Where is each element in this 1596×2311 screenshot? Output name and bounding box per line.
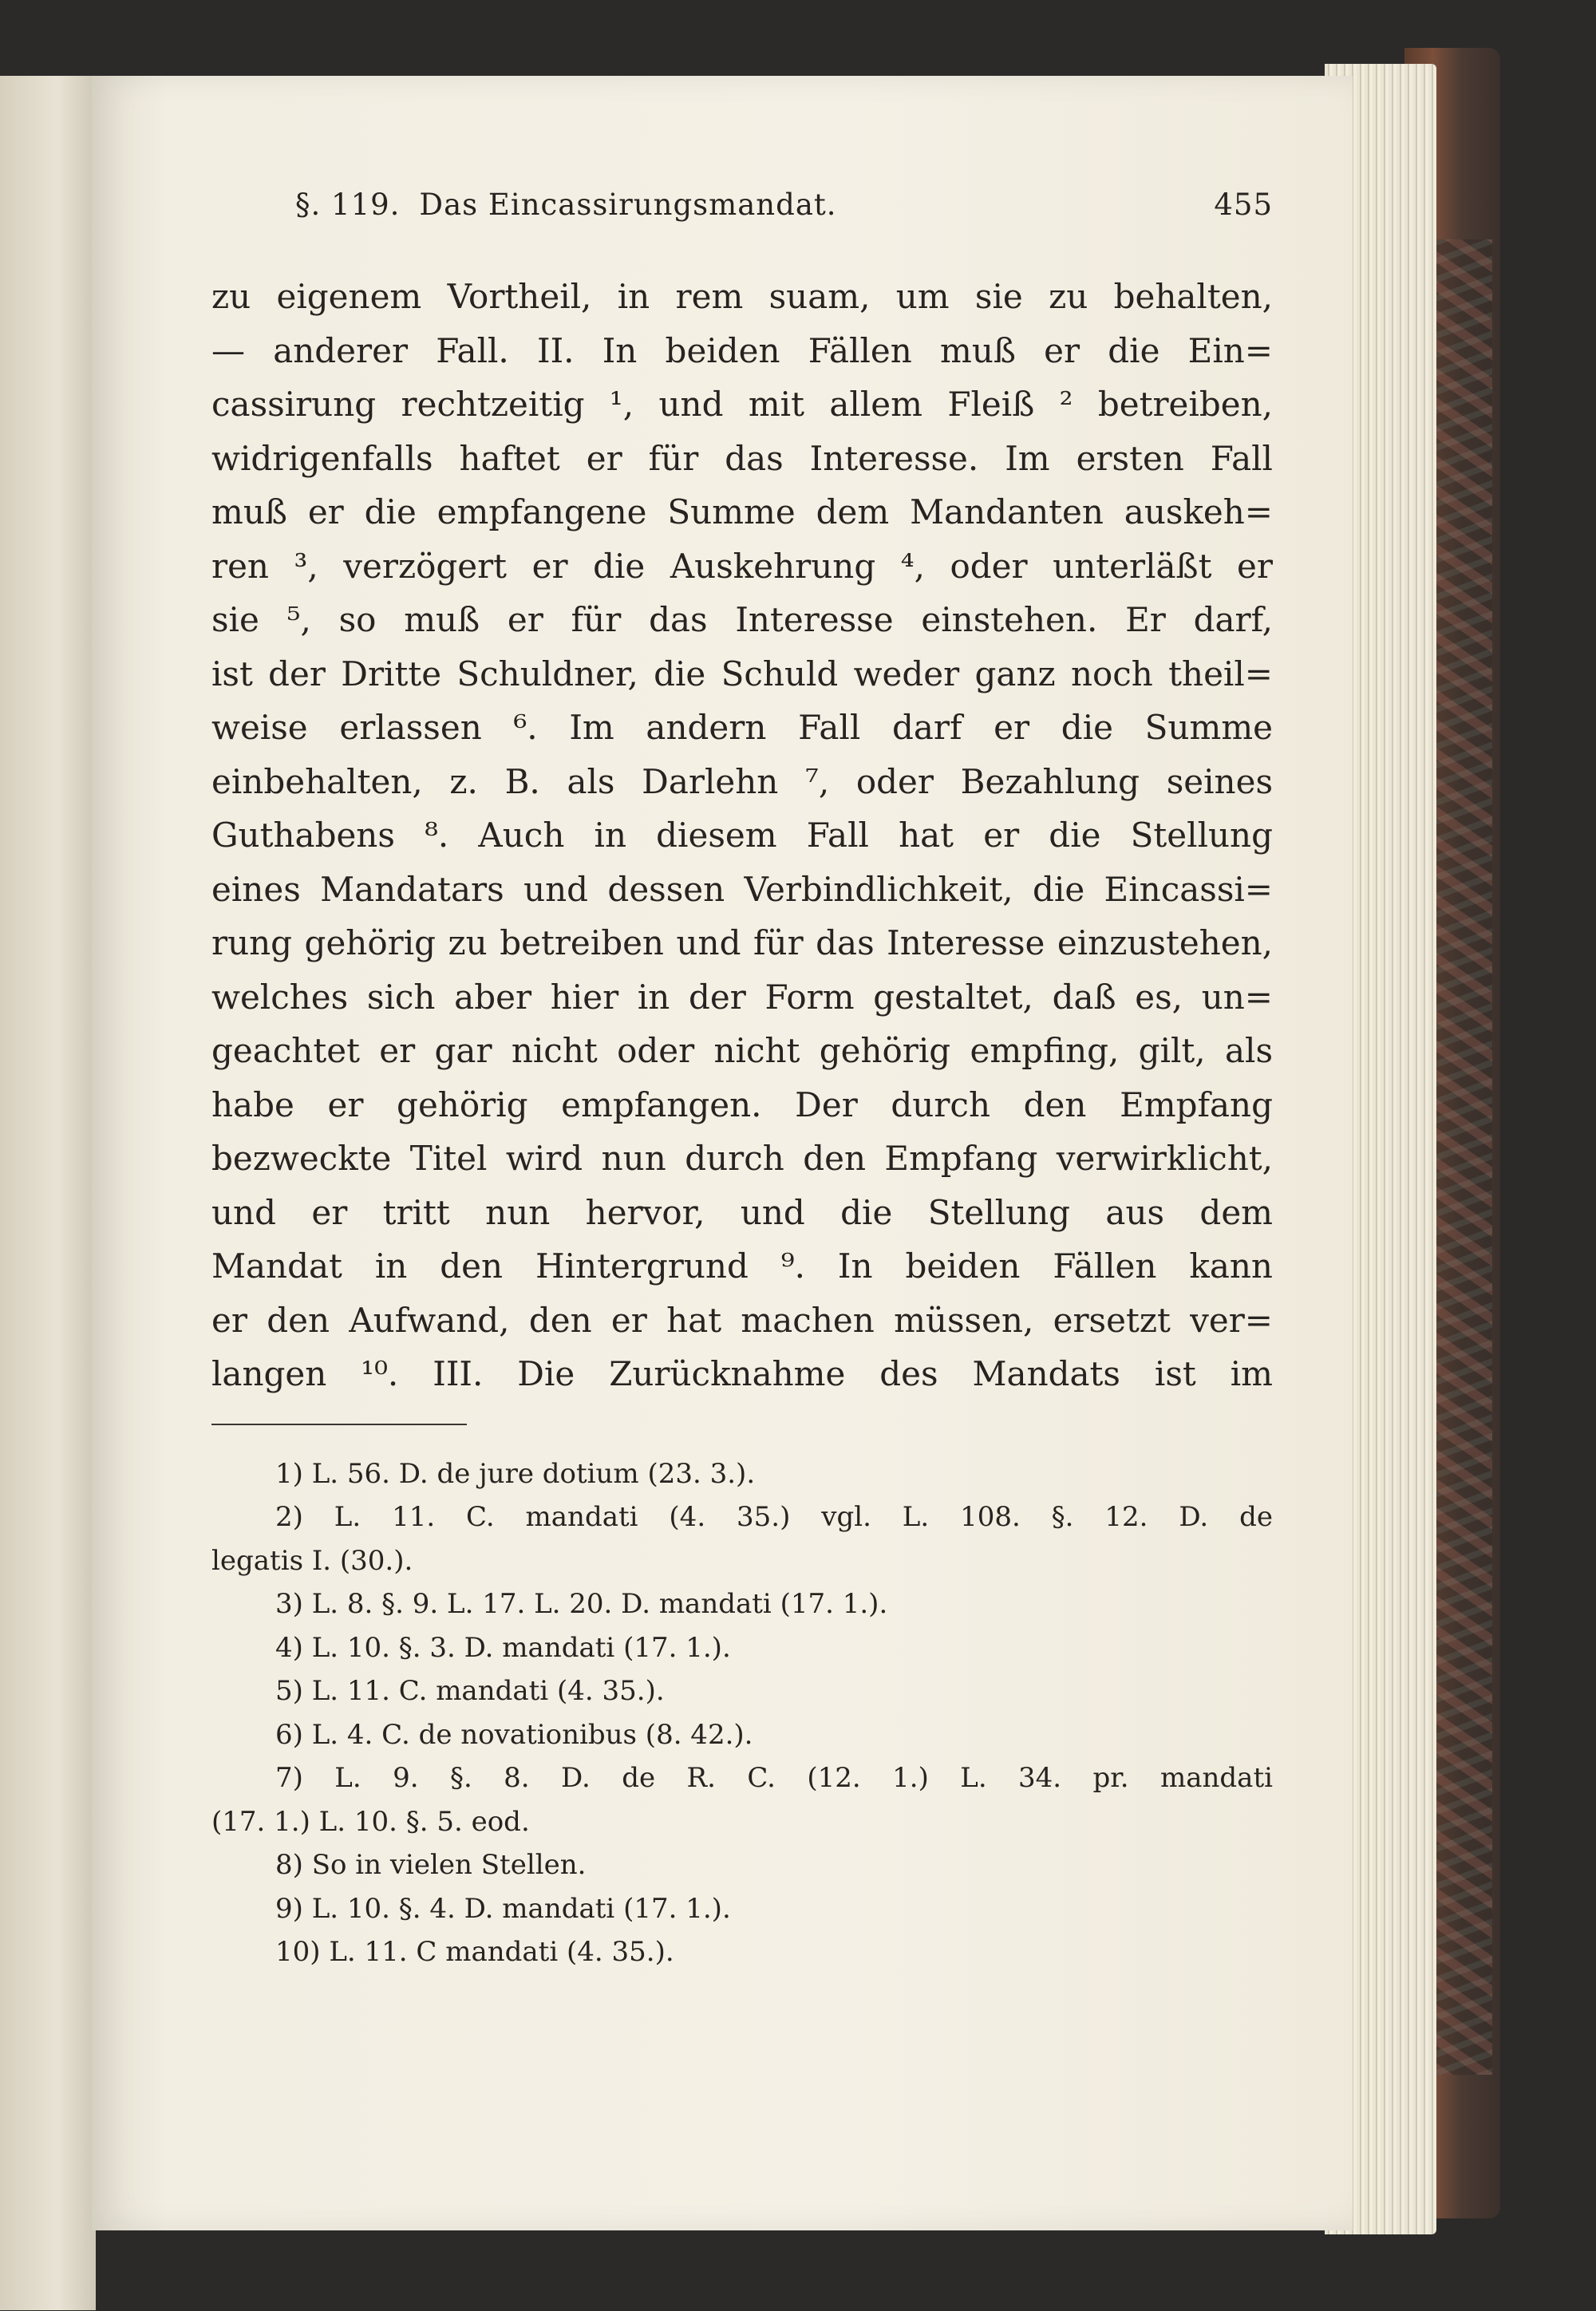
footnote: 2) L. 11. C. mandati (4. 35.) vgl. L. 108. §. 12. D. de: [275, 1501, 1273, 1533]
text-line: zu eigenem Vortheil, in rem suam, um sie zu behalten,: [211, 277, 1273, 316]
footnote: 5) L. 11. C. mandati (4. 35.).: [275, 1675, 665, 1707]
text-line: Guthabens ⁸. Auch in diesem Fall hat er die Stellung: [211, 816, 1273, 855]
footnote: 9) L. 10. §. 4. D. mandati (17. 1.).: [275, 1892, 731, 1925]
text-line: bezweckte Titel wird nun durch den Empfang verwirklicht,: [211, 1139, 1273, 1178]
footnote: 7) L. 9. §. 8. D. de R. C. (12. 1.) L. 34. pr. mandati: [275, 1762, 1273, 1794]
body-text: [211, 270, 1273, 1401]
footnote: 3) L. 8. §. 9. L. 17. L. 20. D. mandati (17. 1.).: [275, 1588, 888, 1620]
text-line: muß er die empfangene Summe dem Mandanten auskeh=: [211, 492, 1273, 531]
book-page: [92, 76, 1353, 2230]
text-line: geachtet er gar nicht oder nicht gehörig empfing, gilt, als: [211, 1031, 1273, 1070]
text-line: habe er gehörig empfangen. Der durch den Empfang: [211, 1084, 1273, 1124]
text-line: und er tritt nun hervor, und die Stellung aus dem: [211, 1192, 1273, 1232]
footnote: 1) L. 56. D. de jure dotium (23. 3.).: [275, 1457, 756, 1490]
text-line: Mandat in den Hintergrund ⁹. In beiden Fällen kann: [211, 1246, 1273, 1286]
footnote: 8) So in vielen Stellen.: [275, 1849, 587, 1881]
text-line: widrigenfalls haftet er für das Interesse. Im ersten Fall: [211, 438, 1273, 478]
text-line: weise erlassen ⁶. Im andern Fall darf er die Summe: [211, 708, 1273, 747]
footnote: 6) L. 4. C. de novationibus (8. 42.).: [275, 1718, 753, 1751]
text-line: — anderer Fall. II. In beiden Fällen muß er die Ein=: [211, 330, 1273, 370]
text-line: langen ¹⁰. III. Die Zurücknahme des Mandats ist im: [211, 1354, 1273, 1393]
text-line: rung gehörig zu betreiben und für das Interesse einzustehen,: [211, 923, 1273, 962]
text-line: er den Aufwand, den er hat machen müssen, ersetzt ver=: [211, 1300, 1273, 1340]
text-line: eines Mandatars und dessen Verbindlichkeit, die Eincassi=: [211, 869, 1273, 909]
section-number: §. 119.: [295, 188, 401, 222]
text-line: ist der Dritte Schuldner, die Schuld weder ganz noch theil=: [211, 654, 1273, 693]
section-title: Das Eincassirungsmandat.: [419, 188, 837, 222]
header-title-group: [295, 188, 837, 222]
footnotes: [211, 1452, 1273, 1974]
footnote-continuation: (17. 1.) L. 10. §. 5. eod.: [211, 1805, 530, 1838]
footnote-continuation: legatis I. (30.).: [211, 1544, 413, 1577]
running-header: [211, 188, 1273, 222]
left-page-edge: [0, 76, 96, 2310]
footnote: 4) L. 10. §. 3. D. mandati (17. 1.).: [275, 1631, 731, 1664]
page-number: 455: [1214, 188, 1273, 222]
text-line: einbehalten, z. B. als Darlehn ⁷, oder Bezahlung seines: [211, 761, 1273, 801]
page-content: [211, 188, 1273, 1974]
footnote: 10) L. 11. C mandati (4. 35.).: [275, 1936, 674, 1968]
marbled-cover-pattern: [1436, 239, 1492, 2075]
text-line: ren ³, verzögert er die Auskehrung ⁴, oder unterläßt er: [211, 546, 1273, 586]
text-line: cassirung rechtzeitig ¹, und mit allem Fleiß ² betreiben,: [211, 385, 1273, 424]
text-line: sie ⁵, so muß er für das Interesse einstehen. Er darf,: [211, 600, 1273, 639]
footnote-divider: [211, 1424, 467, 1425]
text-line: welches sich aber hier in der Form gestaltet, daß es, un=: [211, 977, 1273, 1017]
